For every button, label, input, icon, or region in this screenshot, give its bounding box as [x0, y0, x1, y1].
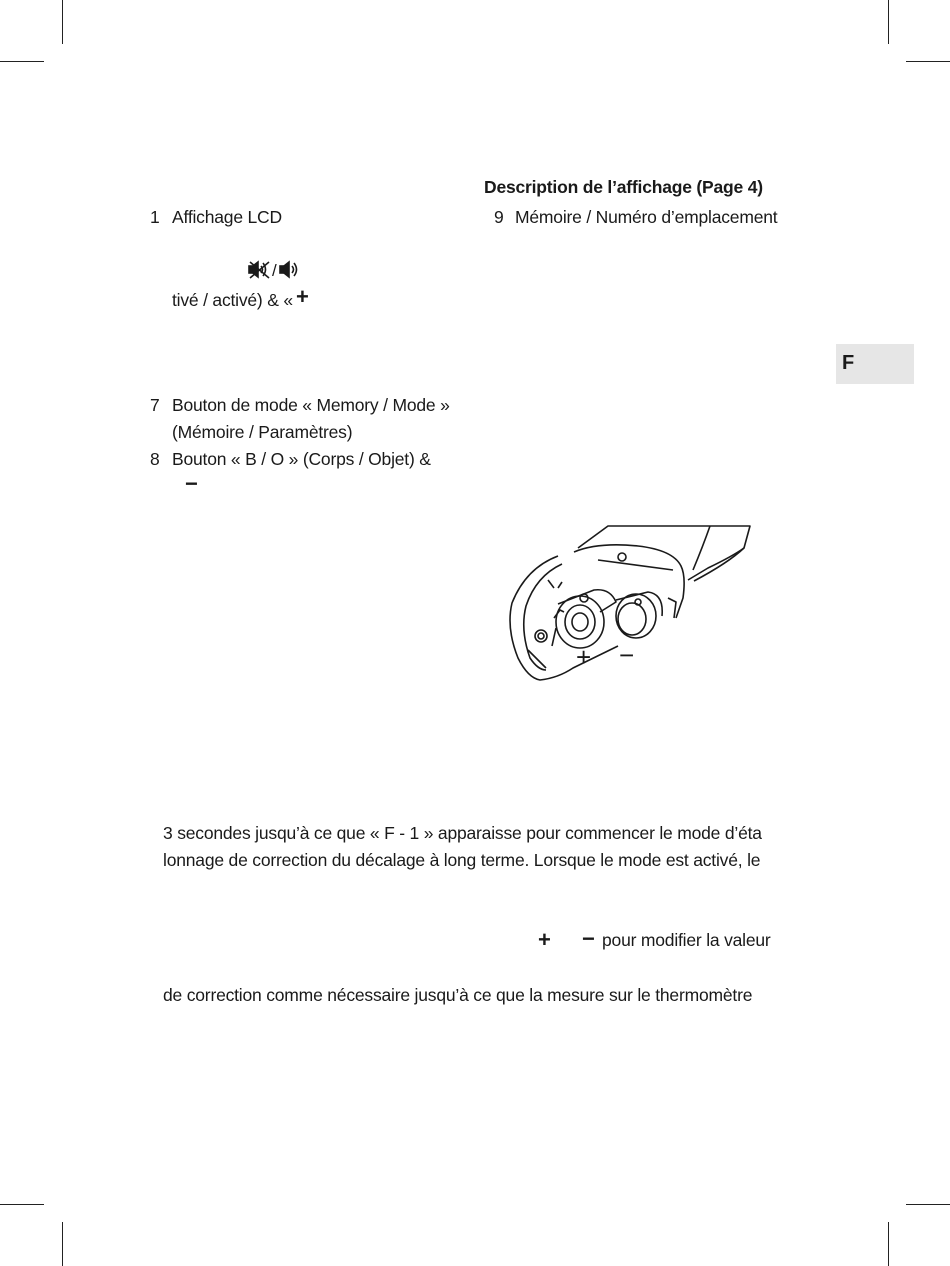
item-number: 9	[494, 207, 504, 227]
crop-mark	[906, 1204, 950, 1205]
item-8-text: Bouton « B / O » (Corps / Objet) &	[172, 449, 431, 469]
item-1-text: Affichage LCD	[172, 207, 282, 227]
crop-mark	[62, 1222, 63, 1266]
item-9-text: Mémoire / Numéro d’emplacement	[515, 207, 778, 227]
crop-mark	[888, 1222, 889, 1266]
section-tab	[836, 344, 914, 384]
item-7-text: Bouton de mode « Memory / Mode »	[172, 395, 450, 415]
sound-status-line: tivé / activé) & «	[172, 290, 293, 310]
section-tab-label: F	[842, 352, 855, 374]
minus-symbol: −	[582, 926, 595, 951]
item-number: 8	[150, 449, 160, 469]
crop-mark	[888, 0, 889, 44]
crop-mark	[0, 61, 44, 62]
crop-mark	[906, 61, 950, 62]
crop-mark	[62, 0, 63, 44]
body-line: 3 secondes jusqu’à ce que « F - 1 » apparaisse pour commencer le mode d’éta	[163, 823, 762, 843]
battery-compartment-illustration	[498, 518, 758, 693]
body-line: de correction comme nécessaire jusqu’à ce que la mesure sur le thermomètre	[163, 985, 753, 1005]
plus-symbol: +	[538, 927, 551, 952]
display-description-heading: Description de l’affichage (Page 4)	[484, 177, 763, 197]
crop-mark	[0, 1204, 44, 1205]
figure-plus-label: +	[576, 642, 592, 672]
svg-text:/: /	[272, 261, 277, 280]
body-line: lonnage de correction du décalage à long terme. Lorsque le mode est activé, le	[163, 850, 761, 870]
item-number: 1	[150, 207, 160, 227]
plus-symbol: +	[296, 284, 309, 309]
figure-minus-label: −	[619, 640, 635, 670]
item-number: 7	[150, 395, 160, 415]
sound-toggle-icon	[247, 259, 303, 281]
item-7-subtext: (Mémoire / Paramètres)	[172, 422, 353, 442]
minus-symbol: −	[185, 471, 198, 496]
body-line: pour modifier la valeur	[602, 930, 771, 950]
